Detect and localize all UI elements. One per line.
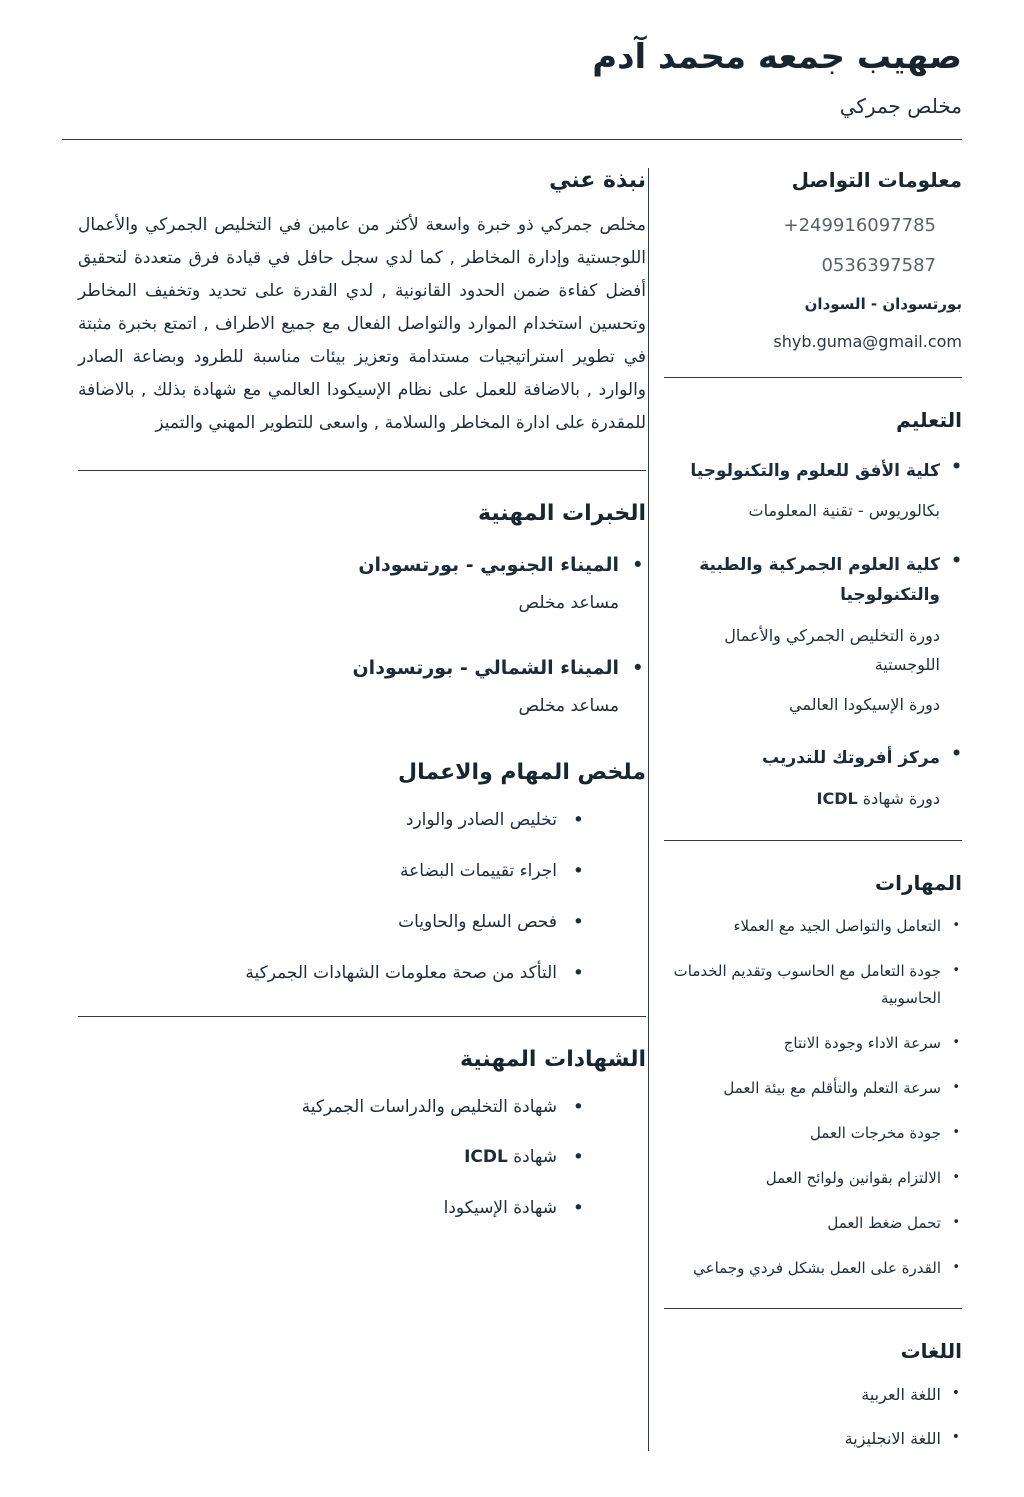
experience-list: [78, 554, 646, 716]
experience-heading: الخبرات المهنية: [477, 501, 646, 527]
candidate-job-title: مخلص جمركي: [839, 93, 962, 118]
phone-primary: +249916097785: [783, 214, 936, 236]
main-divider: [78, 1016, 646, 1017]
certificate-text: شهادة التخليص والدراسات الجمركية: [301, 1096, 557, 1117]
education-detail: [664, 785, 940, 814]
languages-section: [664, 1339, 962, 1451]
certificates-list: [78, 1096, 646, 1221]
languages-list: [664, 1383, 962, 1451]
task-item: • فحص السلع والحاويات: [78, 911, 584, 935]
sidebar: [648, 168, 962, 1451]
email-text: shyb.guma@gmail.com: [773, 331, 962, 351]
skill-item: • التعامل والتواصل الجيد مع العملاء: [664, 913, 962, 940]
location-text: بورتسودان - السودان: [804, 294, 962, 313]
education-item: [664, 550, 962, 720]
about-section: [78, 168, 646, 441]
education-detail: دورة الإسيكودا العالمي: [789, 694, 940, 714]
task-item: • تخليص الصادر والوارد: [78, 809, 584, 833]
main-divider: [78, 470, 646, 471]
certificate-item: [78, 1096, 584, 1120]
contact-section: [664, 168, 962, 351]
header-divider: [62, 139, 962, 140]
experience-title: • الميناء الجنوبي - بورتسودان: [358, 554, 619, 577]
experience-role: مساعد مخلص: [518, 593, 619, 614]
experience-title: • الميناء الشمالي - بورتسودان: [352, 657, 619, 680]
task-item: • التأكد من صحة معلومات الشهادات الجمركية: [78, 962, 584, 986]
certificate-item: [78, 1146, 584, 1170]
tasks-heading: ملخص المهام والاعمال: [398, 760, 646, 786]
experience-item: [78, 657, 646, 716]
language-item: • اللغة الانجليزية: [664, 1427, 962, 1451]
sidebar-divider: [664, 377, 962, 378]
content-columns: [62, 168, 962, 1451]
education-detail: دورة التخليص الجمركي والأعمال اللوجستية: [724, 626, 940, 674]
education-title: • كلية الأفق للعلوم والتكنولوجيا: [690, 460, 940, 481]
main-column: [62, 168, 648, 1451]
education-item: [664, 743, 962, 813]
experience-section: [78, 501, 646, 716]
certificate-text: شهادة الإسيكودا: [443, 1198, 557, 1219]
certificate-item: [78, 1197, 584, 1221]
experience-item: [78, 554, 646, 613]
language-item: • اللغة العربية: [664, 1383, 962, 1407]
education-detail: بكالوريوس - تقنية المعلومات: [748, 501, 940, 521]
about-heading: نبذة عني: [549, 167, 646, 193]
certificates-section: [78, 1047, 646, 1221]
education-item: [664, 456, 962, 526]
resume-header: [62, 36, 962, 118]
education-list: [664, 456, 962, 814]
languages-heading: اللغات: [900, 1338, 962, 1363]
education-title: • مركز أفروتك للتدريب: [762, 748, 940, 769]
tasks-list: [78, 809, 646, 985]
certificate-text: شهادة: [513, 1147, 557, 1168]
task-item: • اجراء تقييمات البضاعة: [78, 860, 584, 884]
skill-item: • الالتزام بقوانين ولوائح العمل: [664, 1165, 962, 1192]
skill-item: • سرعة التعلم والتأقلم مع بيئة العمل: [664, 1075, 962, 1102]
candidate-name: صهيب جمعه محمد آدم: [592, 37, 962, 77]
about-text: مخلص جمركي ذو خبرة واسعة لأكثر من عامين في التخليص الجمركي والأعمال اللوجستية وإدارة المخاطر , كما لدي سجل حافل في قيادة فرق متعددة لتحقيق أفضل كفاءة ضمن الحدود القانونية , لدي القدرة على تحديد وتخفيف المخاطر وتحسين استخدام الموارد والتواصل الفعال مع جميع الاطراف , اتمتع بخبرة مثبتة في تطوير استراتيجيات مستدامة وتعزيز بيئات مناسبة للطرود وبضاعة الصادر والوارد , بالاضافة للعمل على نظام الإسيكودا العالمي مع شهادة بذلك , بالاضافة للمقدرة على ادارة المخاطر والسلامة , واسعى للتطوير المهني والتميز: [78, 214, 646, 434]
education-section: [664, 408, 962, 814]
sidebar-divider: [664, 840, 962, 841]
certificates-heading: الشهادات المهنية: [460, 1046, 646, 1072]
contact-heading: معلومات التواصل: [791, 167, 962, 192]
skill-item: • القدرة على العمل بشكل فردي وجماعي: [664, 1255, 962, 1282]
skill-item: • جودة التعامل مع الحاسوب وتقديم الخدمات الحاسوبية: [664, 958, 962, 1012]
sidebar-divider: [664, 1308, 962, 1309]
skill-item: • جودة مخرجات العمل: [664, 1120, 962, 1147]
experience-role: مساعد مخلص: [518, 696, 619, 717]
education-heading: التعليم: [896, 407, 962, 432]
skill-item: • تحمل ضغط العمل: [664, 1210, 962, 1237]
education-detail-bold: ICDL: [816, 789, 858, 809]
education-title: • كلية العلوم الجمركية والطبية والتكنولوجيا: [699, 554, 940, 606]
phone-secondary: 0536397587: [821, 254, 936, 276]
certificate-bold-text: ICDL: [464, 1147, 508, 1168]
skills-list: [664, 913, 962, 1282]
education-detail-text: دورة شهادة: [862, 789, 940, 809]
tasks-section: [78, 760, 646, 985]
skills-heading: المهارات: [875, 870, 962, 895]
skill-item: • سرعة الاداء وجودة الانتاج: [664, 1030, 962, 1057]
skills-section: [664, 871, 962, 1282]
